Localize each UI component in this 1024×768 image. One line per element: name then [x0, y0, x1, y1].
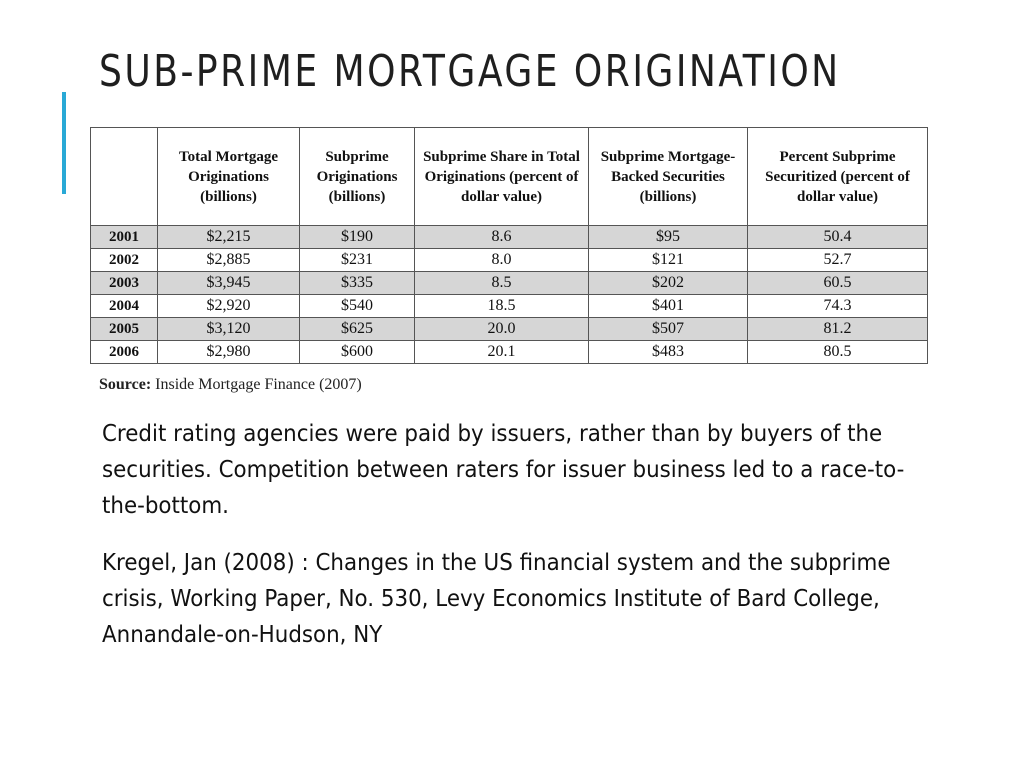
- cell-total-originations: $2,920: [158, 295, 300, 318]
- source-label: Source:: [99, 376, 152, 393]
- paragraph-citation: Kregel, Jan (2008) : Changes in the US financial system and the subprime crisis, Working Paper, No. 530, Levy Economics Institute of Bard College, Annandale-on-Hudson, NY: [102, 550, 891, 648]
- row-year: 2005: [91, 318, 158, 341]
- data-table-container: [90, 127, 928, 364]
- row-year: 2003: [91, 272, 158, 295]
- cell-subprime-share: 20.0: [415, 318, 589, 341]
- paragraph-rating-agencies: Credit rating agencies were paid by issuers, rather than by buyers of the securities. Competition between raters for issuer business led to a race-to-the-bottom.: [102, 421, 905, 519]
- row-year: 2002: [91, 249, 158, 272]
- cell-subprime-mbs: $483: [589, 341, 748, 364]
- row-year: 2001: [91, 226, 158, 249]
- header-percent-securitized: Percent Subprime Securitized (percent of dollar value): [748, 128, 928, 226]
- cell-total-originations: $2,980: [158, 341, 300, 364]
- cell-subprime-originations: $231: [300, 249, 415, 272]
- cell-subprime-mbs: $95: [589, 226, 748, 249]
- cell-subprime-share: 8.5: [415, 272, 589, 295]
- mortgage-data-table: [90, 127, 928, 364]
- table-row: [91, 249, 928, 272]
- table-row: [91, 341, 928, 364]
- cell-percent-securitized: 80.5: [748, 341, 928, 364]
- slide-title: SUB-PRIME MORTGAGE ORIGINATION: [99, 46, 841, 97]
- row-year: 2006: [91, 341, 158, 364]
- cell-total-originations: $2,215: [158, 226, 300, 249]
- cell-subprime-mbs: $121: [589, 249, 748, 272]
- table-row: [91, 318, 928, 341]
- cell-total-originations: $2,885: [158, 249, 300, 272]
- cell-total-originations: $3,945: [158, 272, 300, 295]
- cell-percent-securitized: 52.7: [748, 249, 928, 272]
- cell-subprime-mbs: $401: [589, 295, 748, 318]
- header-year: [91, 128, 158, 226]
- source-text: Inside Mortgage Finance (2007): [155, 376, 362, 393]
- cell-subprime-mbs: $202: [589, 272, 748, 295]
- cell-total-originations: $3,120: [158, 318, 300, 341]
- table-source: [99, 376, 362, 394]
- table-header-row: [91, 128, 928, 226]
- cell-percent-securitized: 74.3: [748, 295, 928, 318]
- cell-subprime-mbs: $507: [589, 318, 748, 341]
- accent-bar: [62, 92, 66, 194]
- cell-percent-securitized: 50.4: [748, 226, 928, 249]
- cell-subprime-originations: $335: [300, 272, 415, 295]
- table-row: [91, 272, 928, 295]
- row-year: 2004: [91, 295, 158, 318]
- cell-percent-securitized: 60.5: [748, 272, 928, 295]
- cell-subprime-share: 20.1: [415, 341, 589, 364]
- table-row: [91, 295, 928, 318]
- cell-subprime-share: 8.0: [415, 249, 589, 272]
- cell-subprime-originations: $190: [300, 226, 415, 249]
- header-subprime-mbs: Subprime Mortgage-Backed Securities (billions): [589, 128, 748, 226]
- header-subprime-originations: Subprime Originations (billions): [300, 128, 415, 226]
- cell-subprime-originations: $540: [300, 295, 415, 318]
- header-subprime-share: Subprime Share in Total Originations (percent of dollar value): [415, 128, 589, 226]
- cell-subprime-share: 18.5: [415, 295, 589, 318]
- cell-subprime-originations: $600: [300, 341, 415, 364]
- table-row: [91, 226, 928, 249]
- cell-subprime-originations: $625: [300, 318, 415, 341]
- cell-subprime-share: 8.6: [415, 226, 589, 249]
- cell-percent-securitized: 81.2: [748, 318, 928, 341]
- header-total-originations: Total Mortgage Originations (billions): [158, 128, 300, 226]
